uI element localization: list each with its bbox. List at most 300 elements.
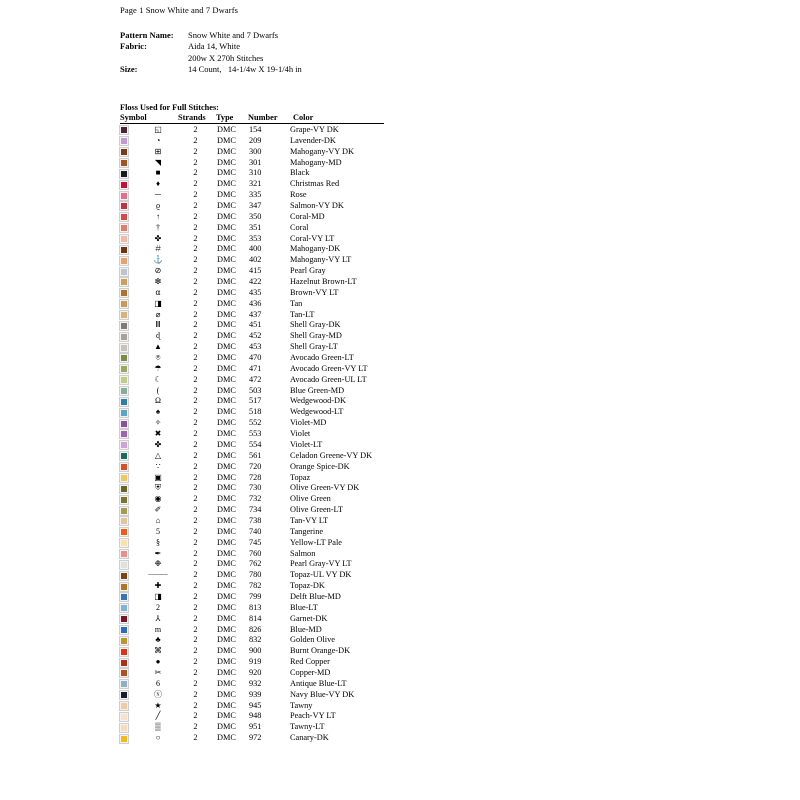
color-swatch-cell (120, 213, 138, 221)
strands-value: 2 (193, 266, 198, 276)
color-name: Hazelnut Brown-LT (290, 277, 357, 287)
floss-table-body (120, 125, 384, 744)
color-name: Tan (290, 298, 303, 308)
color-name: Blue Green-MD (290, 385, 345, 395)
number-value: 951 (249, 722, 262, 732)
number-value: 552 (249, 418, 262, 428)
symbol-glyph: ★ (154, 700, 162, 710)
color-name: Copper-MD (290, 667, 331, 677)
color-swatch (120, 572, 128, 580)
type-value: DMC (217, 157, 236, 167)
symbol-glyph: ◱ (154, 125, 162, 134)
type-value: DMC (217, 146, 236, 156)
color-swatch-cell (120, 615, 138, 623)
strands-value: 2 (193, 733, 198, 743)
color-swatch (120, 583, 128, 591)
color-name: Yellow-LT Pale (290, 537, 342, 547)
strands-value: 2 (193, 548, 198, 558)
color-swatch-cell (120, 604, 138, 612)
color-swatch (120, 539, 128, 547)
table-row (120, 549, 384, 560)
type-value: DMC (217, 526, 236, 536)
type-value: DMC (217, 363, 236, 373)
color-swatch (120, 137, 128, 145)
color-swatch (120, 387, 128, 395)
color-swatch (120, 691, 128, 699)
type-value: DMC (217, 700, 236, 710)
color-name: Olive Green-LT (290, 505, 343, 515)
color-swatch (120, 680, 128, 688)
color-name: Violet-LT (290, 439, 323, 449)
strands-value: 2 (193, 157, 198, 167)
number-value: 762 (249, 559, 262, 569)
symbol-glyph: ⌘ (154, 646, 162, 656)
symbol-glyph: † (156, 222, 160, 232)
column-header-type: Type (216, 113, 234, 122)
color-swatch-cell (120, 485, 138, 493)
color-swatch-cell (120, 539, 138, 547)
color-swatch (120, 550, 128, 558)
color-name: Blue-LT (290, 602, 318, 612)
symbol-glyph: ◔ (155, 135, 161, 145)
symbol-glyph: ⍟ (155, 353, 161, 363)
color-swatch-cell (120, 322, 138, 330)
color-swatch (120, 452, 128, 460)
color-name: Golden Olive (290, 635, 335, 645)
color-swatch (120, 202, 128, 210)
type-value: DMC (217, 331, 236, 341)
table-row (120, 277, 384, 288)
strands-value: 2 (193, 700, 198, 710)
type-value: DMC (217, 429, 236, 439)
color-swatch (120, 735, 128, 743)
strands-value: 2 (193, 667, 198, 677)
color-name: Topaz (290, 472, 311, 482)
type-value: DMC (217, 135, 236, 145)
strands-value: 2 (193, 125, 198, 134)
table-row (120, 320, 384, 331)
number-value: 353 (249, 233, 262, 243)
column-header-symbol: Symbol (120, 113, 147, 122)
table-row (120, 516, 384, 527)
type-value: DMC (217, 309, 236, 319)
color-name: Red Copper (290, 657, 330, 667)
table-row (120, 603, 384, 614)
number-value: 734 (249, 505, 262, 515)
color-swatch-cell (120, 659, 138, 667)
symbol-glyph: ❉ (154, 559, 162, 569)
color-name: Burnt Orange-DK (290, 646, 351, 656)
number-value: 402 (249, 255, 262, 265)
color-swatch-cell (120, 593, 138, 601)
symbol-glyph: ◨ (154, 591, 162, 601)
color-swatch (120, 724, 128, 732)
number-value: 939 (249, 689, 262, 699)
table-row (120, 288, 384, 299)
table-row (120, 396, 384, 407)
table-row (120, 201, 384, 212)
color-swatch-cell (120, 691, 138, 699)
strands-value: 2 (193, 494, 198, 504)
symbol-glyph: ↑ (156, 211, 160, 221)
table-row (120, 570, 384, 581)
strands-value: 2 (193, 255, 198, 265)
number-value: 301 (249, 157, 262, 167)
symbol-glyph: § (156, 537, 160, 547)
color-name: Antique Blue-LT (290, 678, 347, 688)
strands-value: 2 (193, 450, 198, 460)
strands-value: 2 (193, 657, 198, 667)
strands-value: 2 (193, 211, 198, 221)
color-name: Navy Blue-VY DK (290, 689, 355, 699)
table-row (120, 364, 384, 375)
color-swatch-cell (120, 430, 138, 438)
color-swatch-cell (120, 192, 138, 200)
type-value: DMC (217, 515, 236, 525)
color-name: Olive Green (290, 494, 331, 504)
number-value: 435 (249, 287, 262, 297)
number-value: 209 (249, 135, 262, 145)
table-row (120, 592, 384, 603)
type-value: DMC (217, 353, 236, 363)
color-swatch-cell (120, 181, 138, 189)
floss-section-title: Floss Used for Full Stitches: (120, 103, 219, 112)
symbol-glyph: ✂ (154, 667, 162, 677)
color-swatch-cell (120, 159, 138, 167)
symbol-glyph: ✧ (154, 418, 162, 428)
color-name: Rose (290, 190, 307, 200)
fabric-spacer (120, 53, 188, 64)
color-name: Shell Gray-LT (290, 342, 338, 352)
strands-value: 2 (193, 168, 198, 178)
table-row (120, 505, 384, 516)
strands-value: 2 (193, 190, 198, 200)
color-swatch-cell (120, 550, 138, 558)
color-name: Mahogany-VY LT (290, 255, 352, 265)
strands-value: 2 (193, 287, 198, 297)
type-value: DMC (217, 396, 236, 406)
pattern-metadata (120, 30, 302, 75)
color-swatch-cell (120, 170, 138, 178)
strands-value: 2 (193, 483, 198, 493)
color-swatch (120, 430, 128, 438)
table-row (120, 331, 384, 342)
color-name: Violet-MD (290, 418, 327, 428)
color-swatch (120, 615, 128, 623)
color-swatch-cell (120, 126, 138, 134)
color-name: Lavender-DK (290, 135, 336, 145)
table-row (120, 538, 384, 549)
color-name: Wedgewood-DK (290, 396, 347, 406)
strands-value: 2 (193, 461, 198, 471)
symbol-glyph: △ (154, 450, 162, 460)
color-name: Black (290, 168, 310, 178)
color-swatch (120, 376, 128, 384)
color-swatch (120, 365, 128, 373)
type-value: DMC (217, 591, 236, 601)
color-name: Canary-DK (290, 733, 329, 743)
color-swatch (120, 463, 128, 471)
color-swatch-cell (120, 724, 138, 732)
number-value: 422 (249, 277, 262, 287)
symbol-glyph: ✐ (154, 505, 162, 515)
symbol-glyph: ⊞ (154, 146, 162, 156)
number-value: 350 (249, 211, 262, 221)
number-value: 470 (249, 353, 262, 363)
type-value: DMC (217, 678, 236, 688)
symbol-glyph: ( (156, 385, 160, 395)
type-value: DMC (217, 190, 236, 200)
number-value: 745 (249, 537, 262, 547)
color-swatch-cell (120, 735, 138, 743)
color-name: Delft Blue-MD (290, 591, 341, 601)
color-swatch (120, 604, 128, 612)
number-value: 321 (249, 179, 262, 189)
strands-value: 2 (193, 635, 198, 645)
table-row (120, 342, 384, 353)
strands-value: 2 (193, 363, 198, 373)
number-value: 335 (249, 190, 262, 200)
number-value: 503 (249, 385, 262, 395)
meta-row-pattern-name (120, 30, 302, 41)
symbol-glyph: ⛨ (155, 483, 161, 493)
color-swatch-cell (120, 137, 138, 145)
color-swatch-cell (120, 474, 138, 482)
symbol-glyph: ⌀ (155, 309, 161, 319)
number-value: 400 (249, 244, 262, 254)
type-value: DMC (217, 657, 236, 667)
color-name: Pearl Gray (290, 266, 326, 276)
symbol-glyph: ⅄ (155, 613, 161, 623)
table-row (120, 418, 384, 429)
table-row (120, 310, 384, 321)
number-value: 813 (249, 602, 262, 612)
symbol-glyph: 2 (156, 602, 160, 612)
number-value: 451 (249, 320, 262, 330)
strands-value: 2 (193, 570, 198, 580)
type-value: DMC (217, 450, 236, 460)
type-value: DMC (217, 613, 236, 623)
number-value: 760 (249, 548, 262, 558)
type-value: DMC (217, 342, 236, 352)
color-swatch-cell (120, 680, 138, 688)
table-row (120, 375, 384, 386)
color-swatch (120, 474, 128, 482)
color-swatch (120, 420, 128, 428)
number-value: 728 (249, 472, 262, 482)
strands-value: 2 (193, 439, 198, 449)
number-value: 740 (249, 526, 262, 536)
type-value: DMC (217, 537, 236, 547)
color-swatch-cell (120, 669, 138, 677)
symbol-glyph: ⊘ (154, 266, 162, 276)
color-swatch (120, 561, 128, 569)
strands-value: 2 (193, 385, 198, 395)
color-name: Blue-MD (290, 624, 322, 634)
symbol-glyph: ■ (155, 168, 161, 178)
color-swatch-cell (120, 246, 138, 254)
type-value: DMC (217, 667, 236, 677)
strands-value: 2 (193, 201, 198, 211)
table-row (120, 733, 384, 744)
number-value: 553 (249, 429, 262, 439)
color-swatch-cell (120, 713, 138, 721)
type-value: DMC (217, 570, 236, 580)
type-value: DMC (217, 374, 236, 384)
number-value: 732 (249, 494, 262, 504)
table-row (120, 614, 384, 625)
type-value: DMC (217, 722, 236, 732)
strands-value: 2 (193, 146, 198, 156)
color-swatch (120, 637, 128, 645)
color-swatch (120, 311, 128, 319)
color-swatch (120, 246, 128, 254)
fabric-value: Aida 14, White (188, 41, 241, 52)
type-value: DMC (217, 277, 236, 287)
symbol-glyph: ✤ (154, 233, 162, 243)
symbol-glyph: ⏤ (154, 190, 162, 200)
type-value: DMC (217, 298, 236, 308)
color-swatch-cell (120, 463, 138, 471)
strands-value: 2 (193, 613, 198, 623)
table-row (120, 722, 384, 733)
color-swatch (120, 213, 128, 221)
color-swatch-cell (120, 572, 138, 580)
number-value: 799 (249, 591, 262, 601)
page-header: Page 1 Snow White and 7 Dwarfs (120, 5, 239, 15)
symbol-glyph: ● (155, 657, 161, 667)
number-value: 814 (249, 613, 262, 623)
symbol-glyph: ⸻ (148, 570, 168, 580)
meta-row-fabric-stitches (120, 53, 302, 64)
table-row (120, 136, 384, 147)
color-swatch (120, 300, 128, 308)
number-value: 347 (249, 201, 262, 211)
color-name: Tan-LT (290, 309, 315, 319)
type-value: DMC (217, 222, 236, 232)
floss-table (120, 112, 384, 744)
color-name: Avocado Green-UL LT (290, 374, 367, 384)
color-name: Shell Gray-MD (290, 331, 342, 341)
number-value: 472 (249, 374, 262, 384)
symbol-glyph: Ⅲ (155, 320, 161, 330)
table-row (120, 353, 384, 364)
type-value: DMC (217, 461, 236, 471)
color-swatch (120, 669, 128, 677)
strands-value: 2 (193, 277, 198, 287)
color-swatch (120, 159, 128, 167)
strands-value: 2 (193, 135, 198, 145)
color-swatch (120, 398, 128, 406)
meta-row-fabric (120, 41, 302, 52)
type-value: DMC (217, 255, 236, 265)
color-name: Topaz-DK (290, 581, 325, 591)
color-name: Coral-MD (290, 211, 325, 221)
strands-value: 2 (193, 526, 198, 536)
table-row (120, 266, 384, 277)
number-value: 351 (249, 222, 262, 232)
type-value: DMC (217, 385, 236, 395)
table-row (120, 690, 384, 701)
number-value: 948 (249, 711, 262, 721)
strands-value: 2 (193, 407, 198, 417)
size-label: Size: (120, 63, 138, 74)
color-swatch-cell (120, 289, 138, 297)
color-name: Avocado Green-VY LT (290, 363, 368, 373)
symbol-glyph: ✚ (154, 581, 162, 591)
symbol-glyph: ◉ (154, 494, 162, 504)
color-swatch-cell (120, 583, 138, 591)
table-row (120, 429, 384, 440)
table-row (120, 701, 384, 712)
symbol-glyph: ϱ (155, 201, 161, 211)
number-value: 780 (249, 570, 262, 580)
table-row (120, 386, 384, 397)
type-value: DMC (217, 581, 236, 591)
color-name: Orange Spice-DK (290, 461, 350, 471)
type-value: DMC (217, 689, 236, 699)
type-value: DMC (217, 287, 236, 297)
strands-value: 2 (193, 472, 198, 482)
strands-value: 2 (193, 689, 198, 699)
color-swatch-cell (120, 148, 138, 156)
symbol-glyph: ◥ (154, 157, 162, 167)
color-name: Christmas Red (290, 179, 340, 189)
color-name: Wedgewood-LT (290, 407, 344, 417)
symbol-glyph: ☾ (154, 374, 162, 384)
table-row (120, 473, 384, 484)
strands-value: 2 (193, 515, 198, 525)
strands-value: 2 (193, 396, 198, 406)
color-swatch (120, 148, 128, 156)
type-value: DMC (217, 624, 236, 634)
color-swatch-cell (120, 235, 138, 243)
type-value: DMC (217, 418, 236, 428)
table-row (120, 440, 384, 451)
number-value: 452 (249, 331, 262, 341)
size-value: 14 Count, 14-1/4w X 19-1/4h in (188, 63, 302, 74)
number-value: 310 (249, 168, 262, 178)
color-swatch (120, 235, 128, 243)
color-swatch-cell (120, 561, 138, 569)
strands-value: 2 (193, 342, 198, 352)
number-value: 154 (249, 125, 262, 134)
number-value: 932 (249, 678, 262, 688)
type-value: DMC (217, 505, 236, 515)
color-swatch-cell (120, 507, 138, 515)
color-name: Olive Green-VY DK (290, 483, 360, 493)
color-swatch (120, 441, 128, 449)
color-swatch-cell (120, 311, 138, 319)
symbol-glyph: m (154, 624, 162, 634)
color-swatch (120, 333, 128, 341)
color-swatch (120, 224, 128, 232)
strands-value: 2 (193, 559, 198, 569)
symbol-glyph: ♣ (155, 635, 161, 645)
table-row (120, 179, 384, 190)
color-name: Tawny (290, 700, 313, 710)
type-value: DMC (217, 320, 236, 330)
color-swatch (120, 170, 128, 178)
type-value: DMC (217, 211, 236, 221)
symbol-glyph: ╱ (155, 711, 161, 721)
table-header-rule (120, 123, 384, 124)
color-swatch-cell (120, 376, 138, 384)
color-swatch (120, 528, 128, 536)
symbol-glyph: ⍺ (155, 287, 161, 297)
table-row (120, 223, 384, 234)
type-value: DMC (217, 602, 236, 612)
